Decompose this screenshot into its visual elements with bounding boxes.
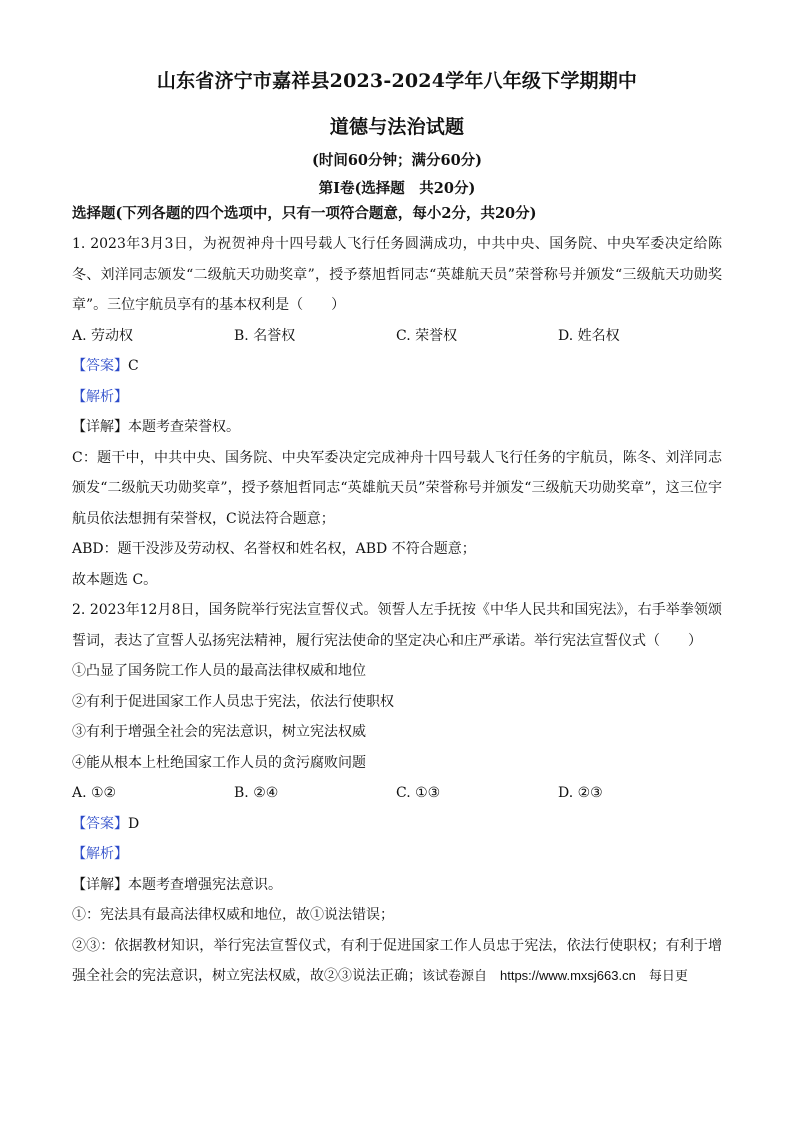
- answer-value: D: [128, 815, 140, 832]
- answer-tag: 【答案】: [72, 815, 128, 832]
- statement-4: ④能从根本上杜绝国家工作人员的贪污腐败问题: [72, 754, 366, 771]
- volume-heading: 第Ⅰ卷(选择题 共20分): [318, 180, 476, 197]
- option-a: A. 劳动权: [72, 327, 134, 344]
- explanation-2-text: ②③：依据教材知识，举行宪法宣誓仪式，有利于促进国家工作人员忠于宪法，依法行使职权；有利于增强全社会的宪法意识，树立宪法权威，故②③说法正确；: [72, 937, 722, 984]
- option-b: B. ②④: [234, 785, 279, 801]
- section-heading: 选择题(下列各题的四个选项中，只有一项符合题意，每小2分，共20分): [72, 205, 537, 222]
- detail-line: [72, 412, 722, 443]
- question-2-text: 2. 2023年12月8日，国务院举行宪法宣誓仪式。领誓人左手抚按《中华人民共和国宪法》，右手举拳领颂誓词，表达了宣誓人弘扬宪法精神，履行宪法使命的坚定决心和庄严承诺。举行宪法宣誓仪式（ ）: [72, 602, 722, 649]
- question-1-text: 1. 2023年3月3日，为祝贺神舟十四号载人飞行任务圆满成功，中共中央、国务院、中央军委决定给陈冬、刘洋同志颁发“二级航天功勋奖章”，授予蔡旭哲同志“英雄航天员”荣誉称号并颁发“三级航天功勋奖章”。三位宇航员享有的基本权利是（ ）: [72, 236, 722, 313]
- time-note: (时间60分钟；满分60分): [311, 152, 483, 169]
- statement-3: ③有利于增强全社会的宪法意识，树立宪法权威: [72, 724, 366, 740]
- explanation-2: [72, 931, 722, 992]
- option-a: A. ①②: [72, 785, 117, 801]
- explanation-2: ABD：题干没涉及劳动权、名誉权和姓名权，ABD 不符合题意；: [72, 541, 476, 557]
- source-watermark: 该试卷源自 https://www.mxsj663.cn 每日更: [422, 968, 688, 983]
- detail-line: [72, 870, 722, 901]
- detail-text: 本题考查荣誉权。: [128, 419, 240, 435]
- analysis-tag: 【解析】: [72, 388, 128, 405]
- conclusion: 故本题选 C。: [72, 571, 158, 588]
- option-d: D. ②③: [558, 785, 603, 801]
- detail-tag: 【详解】: [72, 419, 128, 435]
- statement-2: ②有利于促进国家工作人员忠于宪法，依法行使职权: [72, 693, 394, 710]
- analysis-tag: 【解析】: [72, 846, 128, 862]
- analysis-line: [72, 839, 722, 870]
- option-d: D. 姓名权: [558, 327, 620, 344]
- detail-text: 本题考查增强宪法意识。: [128, 876, 282, 893]
- option-c: C. 荣誉权: [396, 327, 458, 344]
- analysis-line: [72, 382, 722, 413]
- answer-line: [72, 809, 722, 840]
- question-2-options: [72, 778, 722, 809]
- option-b: B. 名誉权: [234, 327, 296, 344]
- answer-value: C: [128, 358, 139, 374]
- statement-1: ①凸显了国务院工作人员的最高法律权威和地位: [72, 663, 366, 679]
- option-c: C. ①③: [396, 785, 441, 801]
- explanation-1: C：题干中，中共中央、国务院、中央军委决定完成神舟十四号载人飞行任务的宇航员，陈冬、刘洋同志颁发“二级航天功勋奖章”，授予蔡旭哲同志“英雄航天员”荣誉称号并颁发“三级航天功勋奖章”，这三位宇航员依法想拥有荣誉权，C说法符合题意；: [72, 449, 722, 527]
- explanation-1: ①：宪法具有最高法律权威和地位，故①说法错误；: [72, 907, 394, 923]
- detail-tag: 【详解】: [72, 876, 128, 893]
- document-subtitle: 道德与法治试题: [329, 116, 465, 138]
- document-title: 山东省济宁市嘉祥县2023-2024学年八年级下学期期中: [156, 70, 638, 92]
- answer-tag: 【答案】: [72, 358, 128, 374]
- question-1-options: [72, 321, 722, 352]
- answer-line: [72, 351, 722, 382]
